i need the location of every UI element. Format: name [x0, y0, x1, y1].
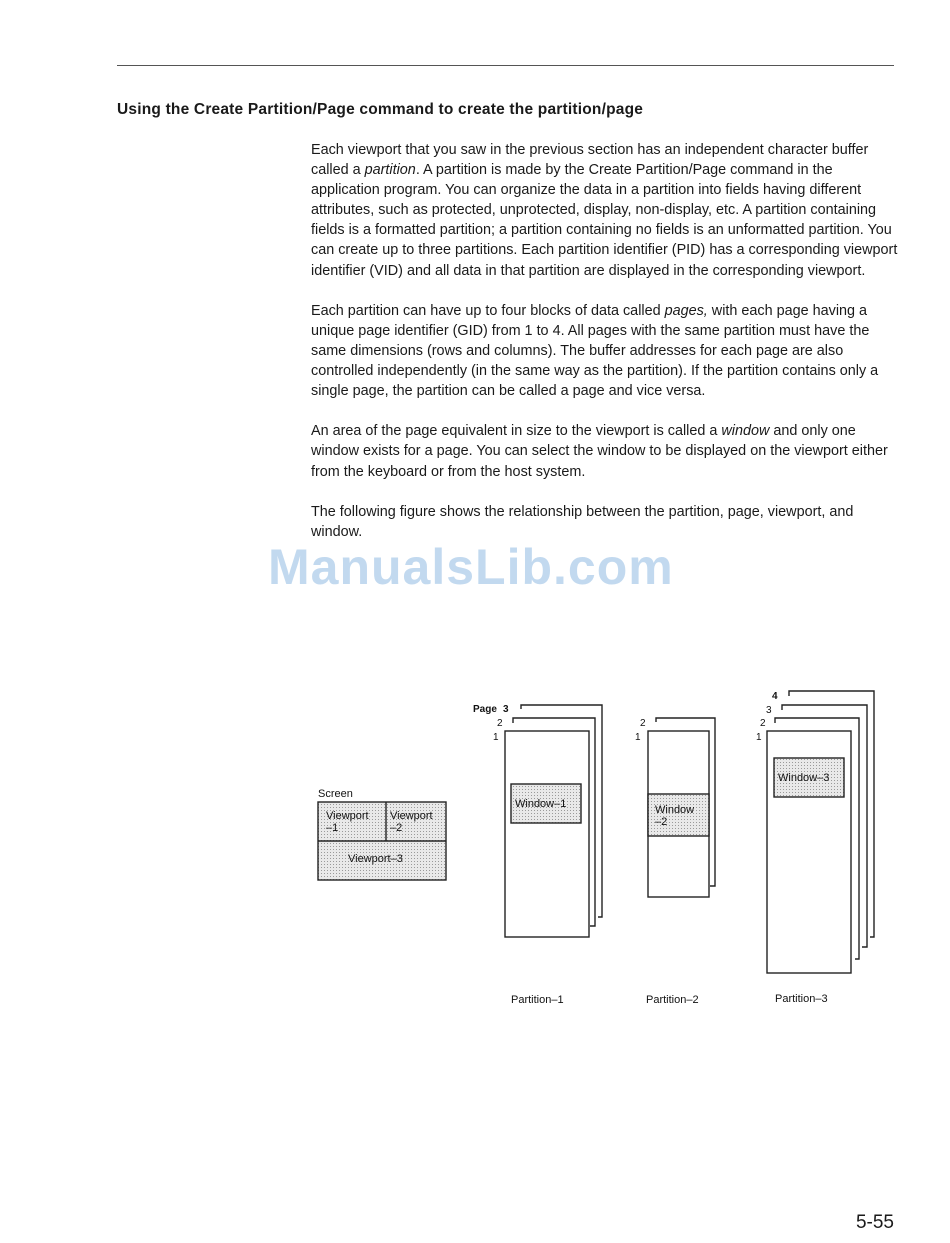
- viewport-3-label: Viewport–3: [348, 853, 403, 865]
- partition-3-page-num-1: 1: [756, 732, 762, 743]
- partition-3-caption: Partition–3: [775, 993, 828, 1005]
- viewport-1-line2: –1: [326, 822, 339, 834]
- window-2-line2: –2: [655, 816, 668, 828]
- partition-3-page-num-2: 2: [760, 718, 766, 729]
- section-heading: Using the Create Partition/Page command to create the partition/page: [117, 101, 644, 118]
- partition-1-page-num-2: 2: [497, 718, 503, 729]
- viewport-2-line1: Viewport: [390, 810, 433, 822]
- partition-2-page-num-2: 2: [640, 718, 646, 729]
- screen-diagram: [318, 788, 446, 880]
- window-1-label: Window–1: [515, 798, 567, 810]
- partition-1-page-word: Page: [473, 704, 497, 715]
- partition-2-caption: Partition–2: [646, 994, 699, 1006]
- window-2-line1: Window: [655, 804, 695, 816]
- partition-3-page-num-4: 4: [772, 691, 778, 702]
- partition-1-caption: Partition–1: [511, 994, 564, 1006]
- partition-3-diagram: [756, 691, 874, 1005]
- partition-2-diagram: [635, 718, 715, 1006]
- partition-1-page-num-3: 3: [503, 704, 509, 715]
- partition-1-page-1: [505, 731, 589, 937]
- partition-2-page-num-1: 1: [635, 732, 641, 743]
- viewport-2-line2: –2: [390, 822, 403, 834]
- screen-label: Screen: [318, 788, 353, 800]
- partition-1-page-num-1: 1: [493, 732, 499, 743]
- page-number: 5-55: [855, 1212, 894, 1233]
- partition-3-page-num-3: 3: [766, 705, 772, 716]
- paragraph-figure-intro: The following figure shows the relationship between the partition, page, viewport, and window.: [311, 503, 854, 540]
- paragraph-window: An area of the page equivalent in size to the viewport is called a window and only one window exists for a page. You can select the window to be displayed on the viewport either from the keyboard or from the host system.: [311, 423, 888, 480]
- paragraph-partition: Each viewport that you saw in the previous section has an independent character buffer called a partition. A partition is made by the Create Partition/Page command in the application program. You can organize the data in a partition into fields having different attributes, such as protected, unprotected, display, non-display, etc. A partition containing fields is a formatted partition; a partition containing no fields is an unformatted partition. You can create up to three partitions. Each partition identifier (PID) has a corresponding viewport identifier (VID) and all data in that partition are displayed in the corresponding viewport.: [311, 142, 898, 279]
- watermark-logo: ManualsLib.com: [268, 539, 674, 595]
- viewport-1-line1: Viewport: [326, 810, 369, 822]
- partition-1-diagram: [473, 704, 602, 1006]
- paragraph-pages: Each partition can have up to four blocks of data called pages, with each page having a unique page identifier (GID) from 1 to 4. All pages with the same partition must have the same dimensions (rows and columns). The buffer addresses for each page are also controlled independently (in the same way as the partition). If the partition contains only a single page, the partition can be called a page and vice versa.: [311, 302, 879, 400]
- window-3-label: Window–3: [778, 772, 830, 784]
